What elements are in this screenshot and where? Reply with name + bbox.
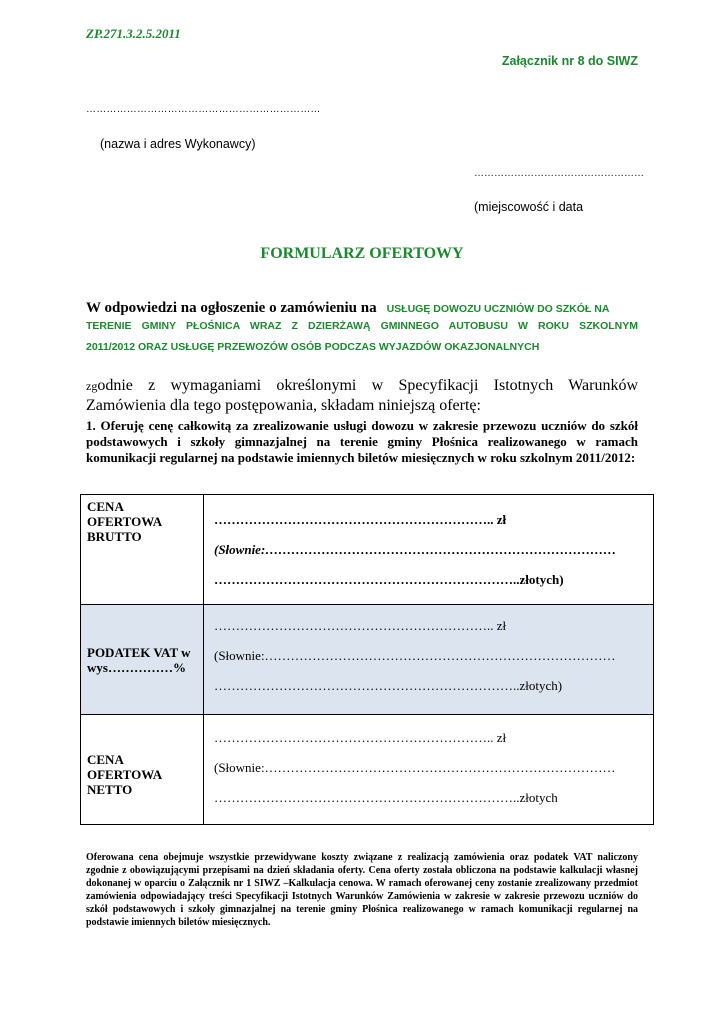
place-date-dots: ……………………………………………: [474, 168, 644, 179]
gross-amount-field[interactable]: ……………………………………………………….. zł: [214, 512, 507, 527]
intro-subject-2: TERENIE GMINY PŁOŚNICA WRAZ Z DZIERŻAWĄ GMINNEGO AUTOBUSU W ROKU SZKOLNYM: [86, 320, 638, 332]
agreement-prefix: zg: [86, 379, 98, 393]
gross-row: [81, 495, 654, 605]
form-title: FORMULARZ OFERTOWY: [260, 245, 464, 262]
vat-fields: [204, 605, 654, 715]
gross-fields: [204, 495, 654, 605]
gross-words-text: (Słownie:………………………………………………………………………: [214, 542, 617, 557]
intro-subject-1: USŁUGĘ DOWOZU UCZNIÓW DO SZKÓŁ NA: [386, 303, 610, 315]
intro-paragraph: [86, 299, 638, 362]
reference-number: ZP.271.3.2.5.2011: [86, 26, 181, 41]
vat-rate-field[interactable]: wys……………%: [87, 659, 186, 675]
vat-label-line-1: PODATEK VAT w: [87, 644, 191, 660]
vat-label: [81, 605, 204, 715]
price-table: [80, 494, 654, 825]
gross-words-field[interactable]: [214, 535, 645, 565]
intro-line-1: [86, 299, 638, 320]
footnote: Oferowana cena obejmuje wszystkie przewidywane koszty związane z realizacją zamówienia oraz podatek VAT naliczony zgodnie z obowiązującymi przepisami na dzień składania oferty. Cena oferty została obliczona na podstawie kalkulacji własnej dokonanej w oparciu o Załącznik nr 1 SIWZ –Kalkulacja cenowa. W ramach oferowanej ceny zostanie zrealizowany przedmiot zamówienia odpowiadający treści Specyfikacji Istotnych Warunków Zamówienia w zakresie w zakresie przewozu uczniów do szkół podstawowych i szkoły gimnazjalnej na terenie gminy Płośnica realizowanego w ramach komunikacji regularnej na podstawie imiennych biletów miesięcznych.: [86, 852, 638, 928]
gross-words-field-end[interactable]: ……………………………………………………………..złotych): [214, 572, 564, 587]
agreement-paragraph: [86, 376, 638, 416]
net-words-field-end[interactable]: ……………………………………………………………..złotych: [214, 790, 558, 805]
contractor-label: (nazwa i adres Wykonawcy): [100, 137, 256, 151]
net-amount-field[interactable]: ……………………………………………………….. zł: [214, 730, 507, 745]
net-label: CENA OFERTOWA NETTO: [81, 715, 204, 825]
vat-words-field[interactable]: (Słownie:………………………………………………………………………: [214, 648, 616, 663]
intro-lead: W odpowiedzi na ogłoszenie o zamówieniu na: [86, 300, 377, 316]
net-words-field[interactable]: (Słownie:………………………………………………………………………: [214, 760, 616, 775]
gross-label: CENA OFERTOWA BRUTTO: [81, 495, 204, 605]
intro-subject-3: 2011/2012 ORAZ USŁUGĘ PRZEWOZÓW OSÓB PODCZAS WYJAZDÓW OKAZJONALNYCH: [86, 341, 540, 353]
vat-row: [81, 605, 654, 715]
net-row: [81, 715, 654, 825]
vat-amount-field[interactable]: ……………………………………………………….. zł: [214, 618, 507, 633]
annex-label: Załącznik nr 8 do SIWZ: [501, 54, 638, 68]
contractor-dots: ……………………………………………………………: [86, 104, 321, 115]
place-date-label: (miejscowość i data: [474, 200, 584, 214]
vat-words-field-end[interactable]: ……………………………………………………………..złotych): [214, 678, 563, 693]
agreement-text: odnie z wymaganiami określonymi w Specyfikacji Istotnych Warunków Zamówienia dla tego postępowania, składam niniejszą ofertę:: [86, 377, 638, 414]
point-1-text: 1. Oferuję cenę całkowitą za zrealizowanie usługi dowozu w zakresie przewozu uczniów do szkół podstawowych i szkoły gimnazjalnej na terenie gminy Płośnica realizowanego w ramach komunikacji regularnej na podstawie imiennych biletów miesięcznych w roku szkolnym 2011/2012:: [86, 418, 638, 465]
point-1: [86, 418, 638, 466]
net-fields: [204, 715, 654, 825]
